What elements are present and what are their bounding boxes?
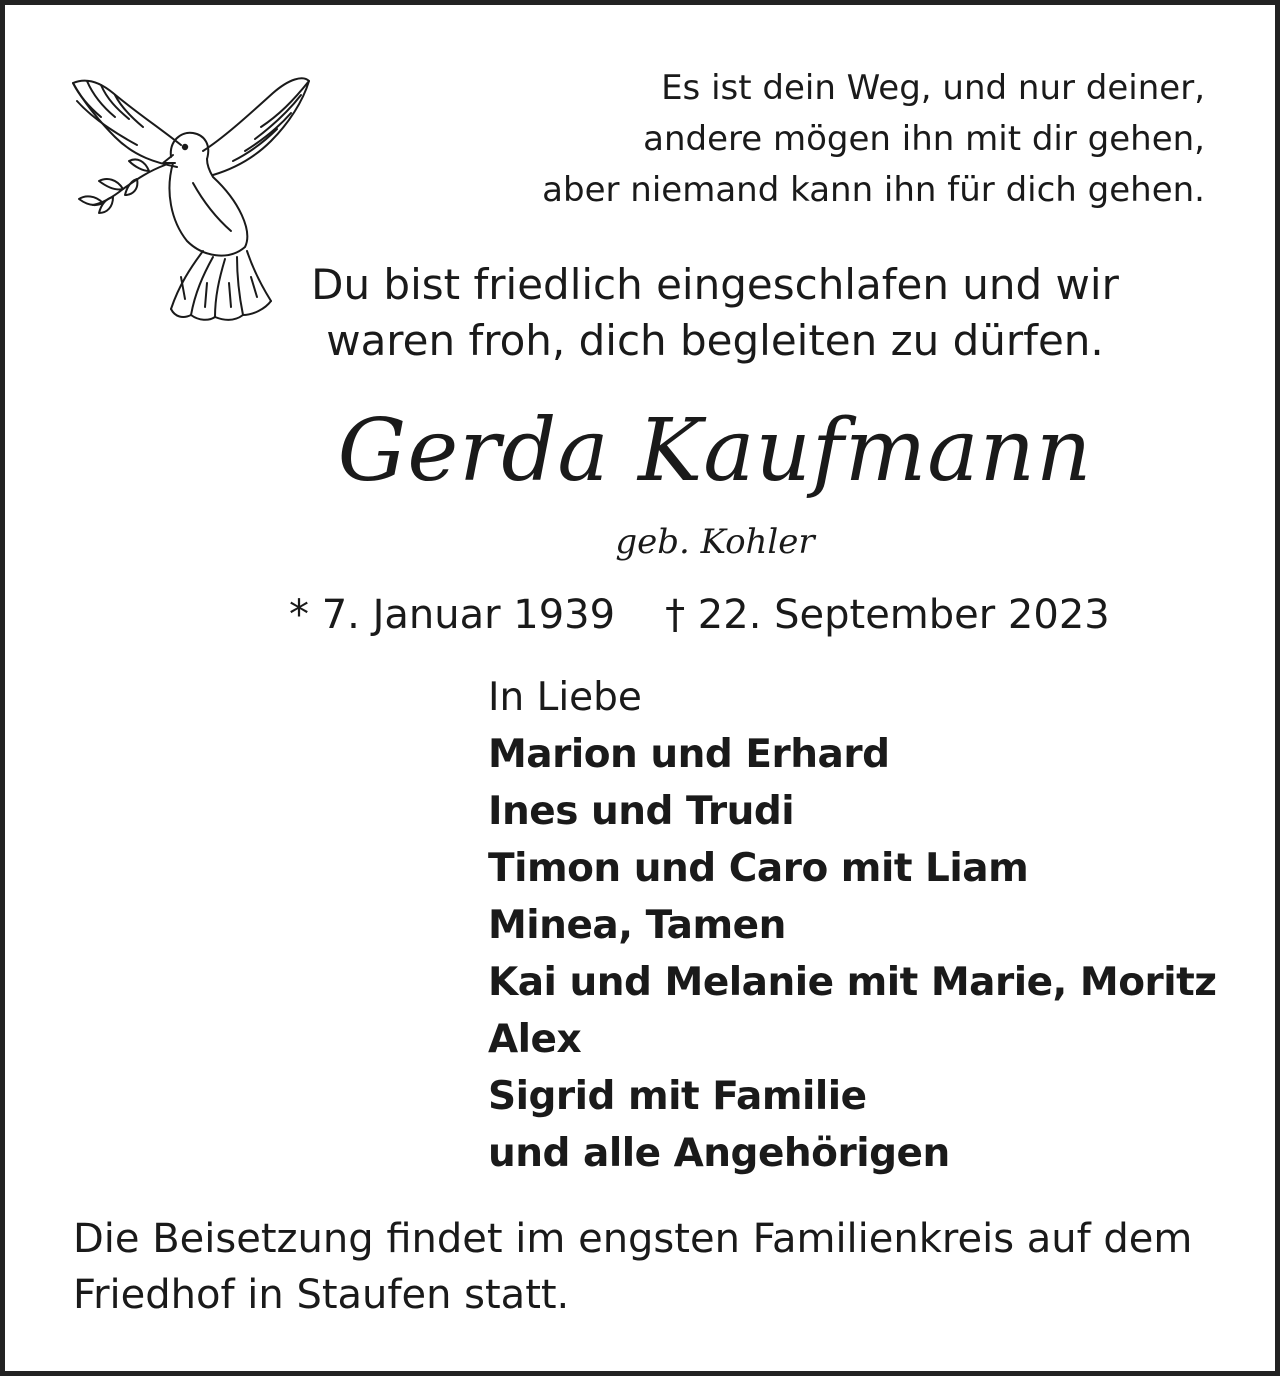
mourner-entry: Timon und Caro mit Liam <box>488 846 1029 891</box>
mourner-entry: Minea, Tamen <box>488 903 786 948</box>
mourners-list <box>488 669 1216 1182</box>
mourner-entry: Marion und Erhard <box>488 732 890 777</box>
mourner-entry: Sigrid mit Familie <box>488 1074 867 1119</box>
poem-line: Es ist dein Weg, und nur deiner, <box>661 68 1205 108</box>
mourners-intro: In Liebe <box>488 675 642 720</box>
poem-line: andere mögen ihn mit dir gehen, <box>643 119 1205 159</box>
burial-line: Friedhof in Staufen statt. <box>73 1272 570 1318</box>
mourner-entry: und alle Angehörigen <box>488 1131 950 1176</box>
intro-text <box>5 257 1280 369</box>
life-dates <box>289 587 1110 643</box>
death-date: † 22. September 2023 <box>665 592 1110 638</box>
burial-line: Die Beisetzung findet im engsten Familienkreis auf dem <box>73 1216 1193 1262</box>
mourner-entry: Alex <box>488 1017 582 1062</box>
intro-line: waren froh, dich begleiten zu dürfen. <box>326 316 1104 365</box>
poem-line: aber niemand kann ihn für dich gehen. <box>542 170 1205 210</box>
deceased-name: Gerda Kaufmann <box>337 401 1093 501</box>
birth-name: geb. Kohler <box>615 522 815 562</box>
mourner-entry: Kai und Melanie mit Marie, Moritz <box>488 960 1217 1005</box>
mourner-entry: Ines und Trudi <box>488 789 795 834</box>
intro-line: Du bist friedlich eingeschlafen und wir <box>311 260 1119 309</box>
birth-date: * 7. Januar 1939 <box>289 592 616 638</box>
poem <box>542 63 1205 216</box>
burial-notice <box>73 1211 1233 1323</box>
